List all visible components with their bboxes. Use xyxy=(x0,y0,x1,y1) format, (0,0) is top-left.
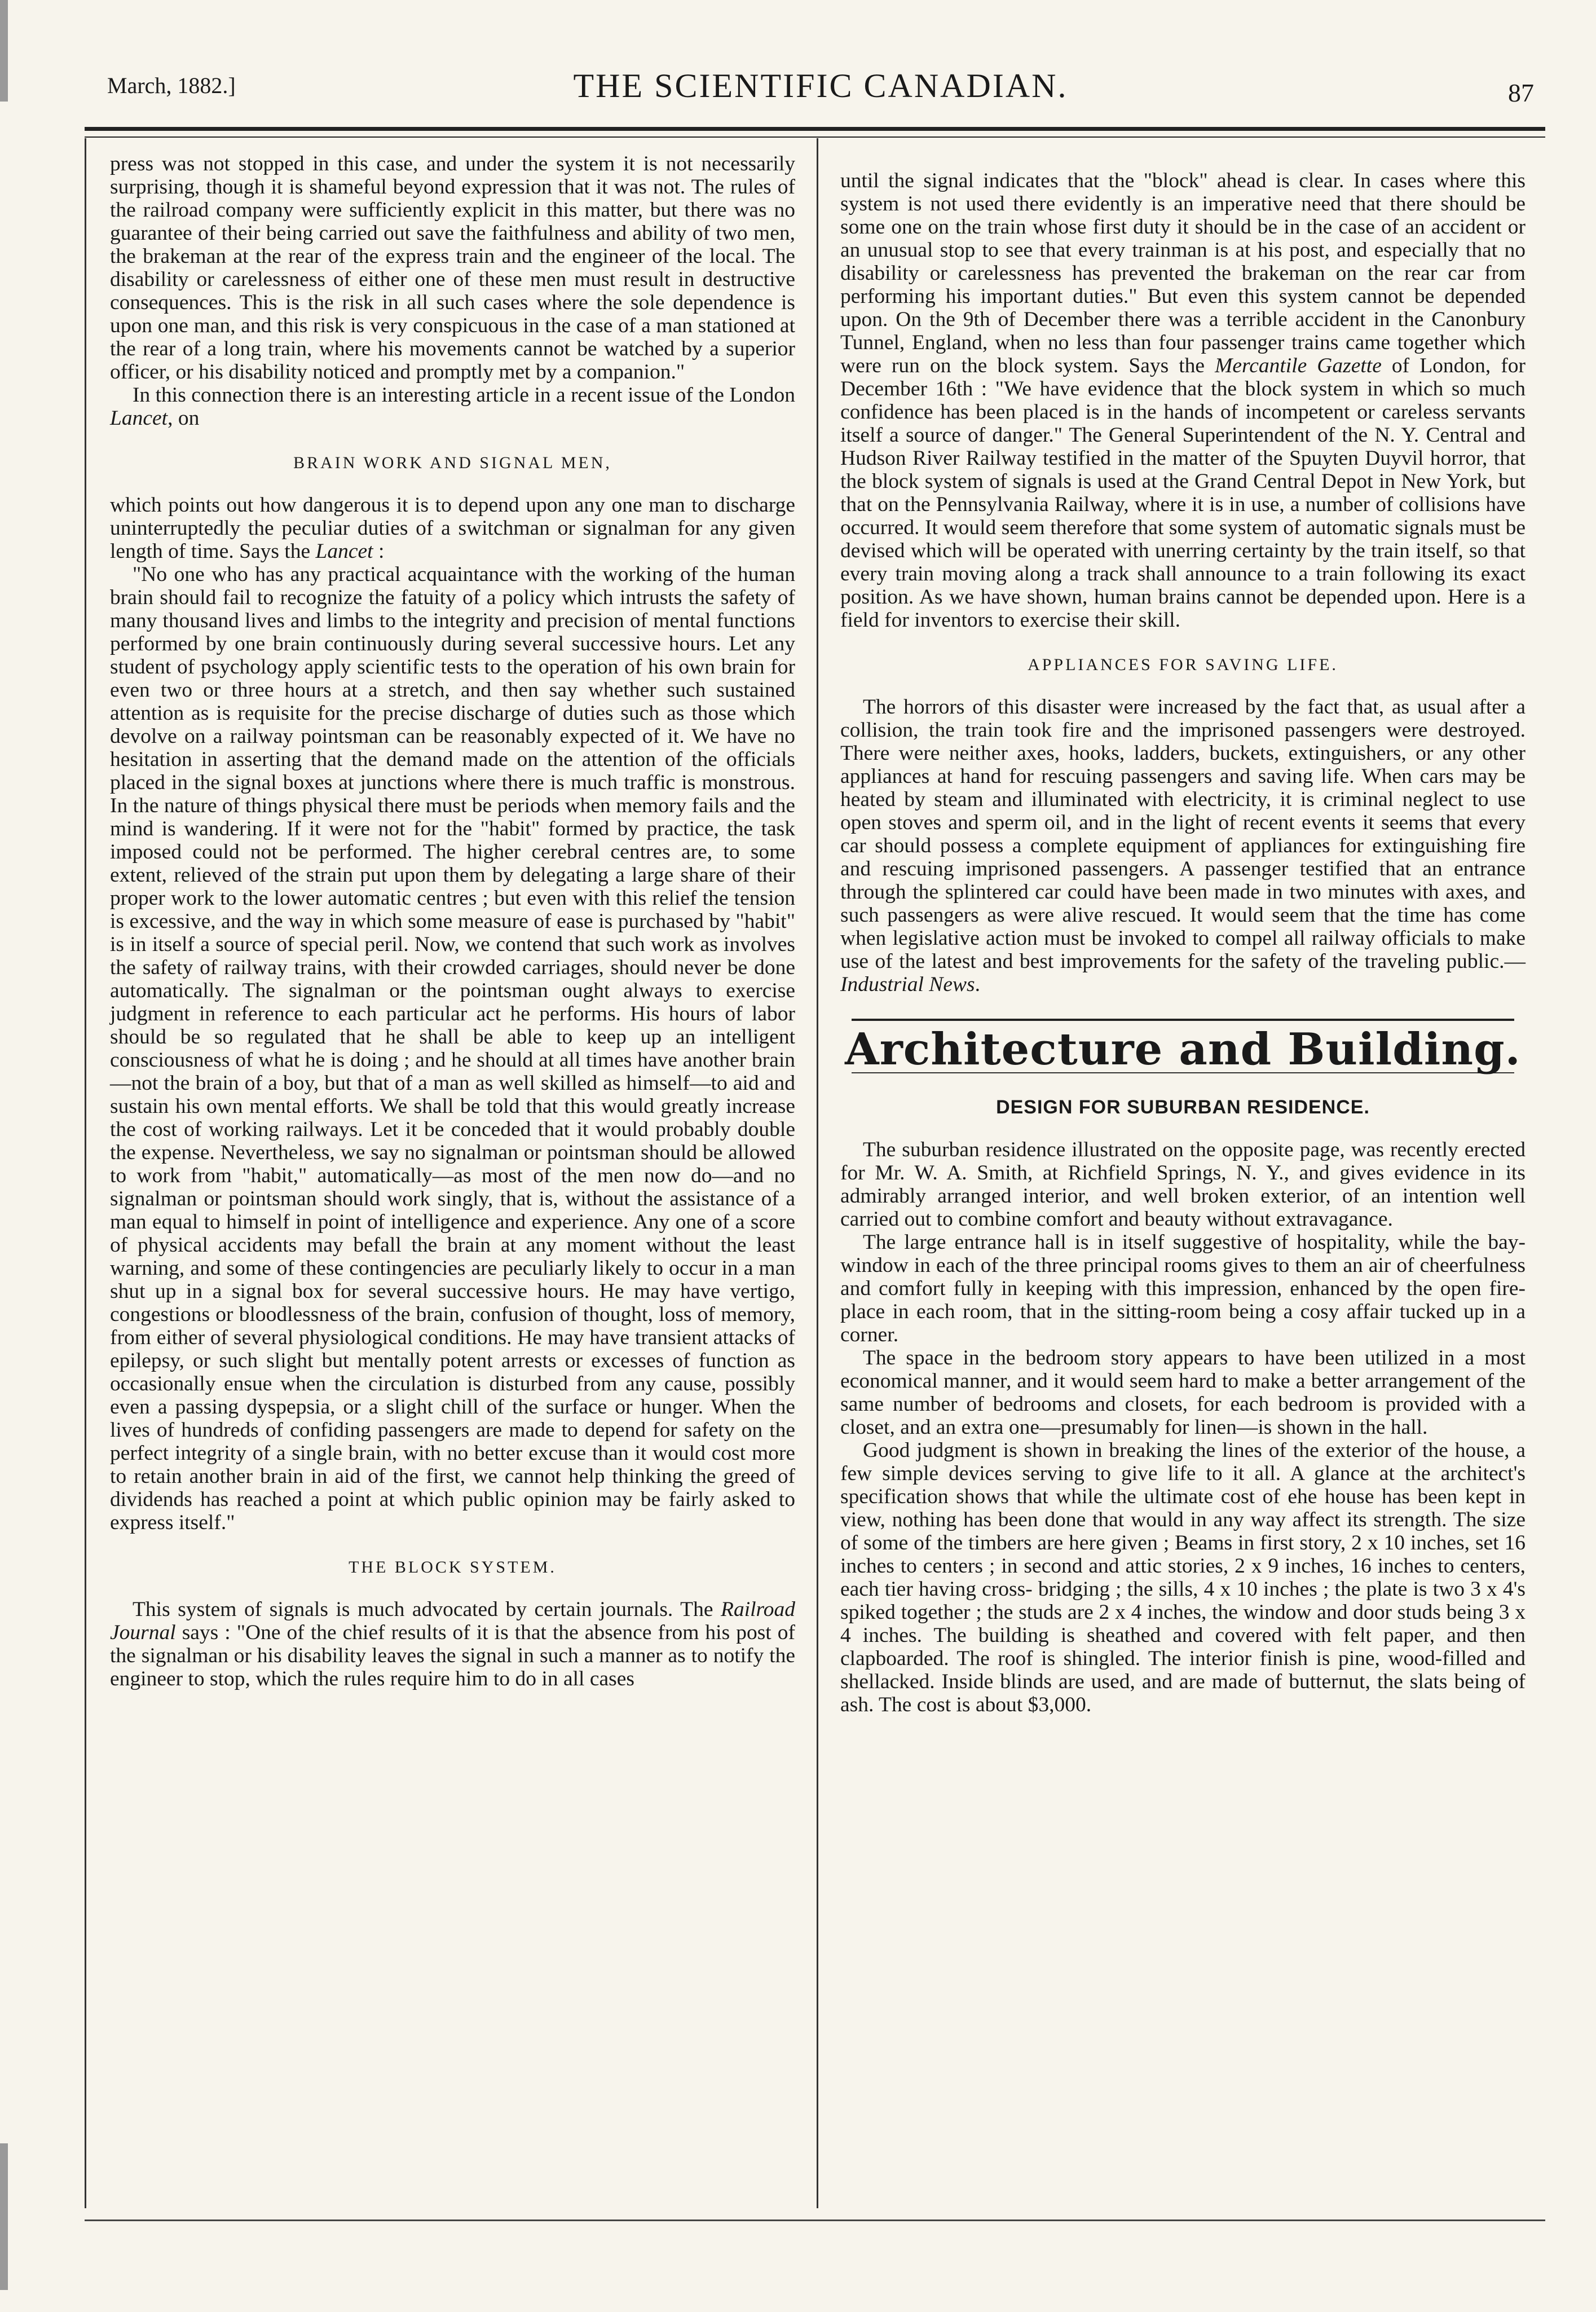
section-rule xyxy=(852,1019,1514,1021)
paragraph: The horrors of this disaster were increased by the fact that, as usual after a collision, the train took fire and the imprisoned passengers were destroyed. There were neither axes, hooks, ladders, buckets, extinguishers, or any other appliances at hand for rescuing passengers and saving life. When cars may be heated by steam and illuminated with electricity, it is criminal neglect to use open stoves and sperm oil, and in the light of recent events it seems that every car should possess a complete equipment of appliances for extinguishing fire and rescuing imprisoned passengers. A passenger testified that an entrance through the splintered car could have been made in two minutes with axes, and such passengers as were alive rescued. It would seem that the time has come when legislative action must be invoked to compel all railway officials to make use of the latest and best improvements for the safety of the traveling public.—Industrial News. xyxy=(840,695,1526,996)
paragraph: until the signal indicates that the "block" ahead is clear. In cases where this system is not used there evidently is an imperative need that there should be some one on the train whose first duty it should be in the case of an accident or an unusual stop to see that every trainman is at his post, and especially that no disability or carelessness has prevented the brakeman on the rear car from performing his important duties." But even this system cannot be depended upon. On the 9th of December there was a terrible accident in the Canonbury Tunnel, England, when no less than four passenger trains came together which were run on the block system. Says the Mercantile Gazette of London, for December 16th : "We have evidence that the block system in which so much confidence has been placed is in the hands of incompetent or careless servants itself a source of danger." The General Superintendent of the N. Y. Central and Hudson River Railway testified in the matter of the Spuyten Duyvil horror, that the block system of signals is used at the Grand Central Depot in New York, but that on the Pennsylvania Railway, where it is in use, a number of collisions have occurred. It would seem therefore that some system of automatic signals must be devised which will be operated with unerring certainty by the train itself, so that every train moving along a track shall announce to a train following its exact position. As we have shown, human brains cannot be depended upon. Here is a field for inventors to exercise their skill. xyxy=(840,169,1526,632)
section-title: Architecture and Building. xyxy=(845,1024,1521,1075)
right-column xyxy=(840,169,1526,1716)
article-title: DESIGN FOR SUBURBAN RESIDENCE. xyxy=(996,1096,1370,1118)
binding-edge-mark xyxy=(0,0,8,102)
binding-edge-mark xyxy=(0,2143,8,2290)
paragraph: The large entrance hall is in itself suggestive of hospitality, while the bay-window in each of the three principal rooms gives to them an air of cheerfulness and comfort fully in keeping with this impression, enhanced by the open fire-place in each room, that in the sitting-room being a cosy affair tucked up in a corner. xyxy=(840,1231,1526,1346)
footer-rule xyxy=(85,2219,1545,2221)
paragraph: The space in the bedroom story appears to have been utilized in a most economical manner, and it would seem hard to make a better arrangement of the same number of bedrooms and closets, for each bedroom is provided with a closet, and an extra one—presumably for linen—is shown in the hall. xyxy=(840,1346,1526,1439)
subheading-brain-work: BRAIN WORK AND SIGNAL MEN, xyxy=(293,453,612,472)
paragraph: This system of signals is much advocated by certain journals. The Railroad Journal says : "One of the chief results of it is that the absence from his post of the signalman or his disability leaves the signal in such a manner as to notify the engineer to stop, which the rules require him to do in all cases xyxy=(110,1598,795,1690)
paragraph: press was not stopped in this case, and under the system it is not necessarily surprising, though it is shameful beyond expression that it was not. The rules of the railroad company were sufficiently explicit in this matter, but there was no guarantee of their being carried out save the faithfulness and ability of two men, the brakeman at the rear of the express train and the engineer of the local. The disability or carelessness of either one of these men must result in destructive consequences. This is the risk in all such cases where the sole dependence is upon one man, and this risk is very conspicuous in the case of a man stationed at the rear of a long train, where his movements cannot be watched by a superior officer, or his disability noticed and promptly met by a companion." xyxy=(110,152,795,384)
quoted-paragraph: "No one who has any practical acquaintance with the working of the human brain should fail to recognize the fatuity of a policy which intrusts the safety of many thousand lives and limbs to the integrity and precision of mental functions performed by one brain continuously during several successive hours. Let any student of psychology apply scientific tests to the operation of his own brain for even two or three hours at a stretch, and then say whether such sustained attention as is requisite for the precise discharge of duties such as those which devolve on a railway pointsman can be reasonably expected of it. We have no hesitation in asserting that the demand made on the attention of the officials placed in the signal boxes at junctions where there is much traffic is monstrous. In the nature of things physical there must be periods when memory fails and the mind is wandering. If it were not for the "habit" formed by practice, the task imposed could not be performed. The higher cerebral centres are, to some extent, relieved of the strain put upon them by delegating a large share of their proper work to the lower automatic centres ; but even with this relief the tension is excessive, and the way in which some measure of ease is purchased by "habit" is in itself a source of special peril. Now, we contend that such work as involves the safety of railway trains, with their crowded carriages, should never be done automatically. The signalman or the pointsman ought always to exercise judgment in reference to each particular act he performs. His hours of labor should be so regulated that he shall be able to keep up an intelligent consciousness of what he is doing ; and he should at all times have another brain—not the brain of a boy, but that of a man as well skilled as himself—to aid and sustain his own mental efforts. We shall be told that this would greatly increase the cost of working railways. Let it be conceded that it would probably double the expense. Nevertheless, we say no signalman or pointsman should be allowed to work from "habit," automatically—as most of the men now do—and no signalman or pointsman should work singly, that is, without the assistance of a man equal to himself in point of intelligence and experience. Any one of a score of physical accidents may befall the brain at any moment without the least warning, and some of these contingencies are peculiarly likely to occur in a man shut up in a signal box for several successive hours. He may have vertigo, congestions or bloodlessness of the brain, confusion of thought, loss of memory, from either of several physiological conditions. He may have transient attacks of epilepsy, or such slight but mentally potent arrests or excesses of function as occasionally ensue when the circulation is disturbed from any cause, possibly even a passing dyspepsia, or a slight chill of the surface or hunger. When the lives of hundreds of confiding passengers are made to depend for safety on the perfect integrity of a single brain, with no better excuse than it would cost more to retain another brain in aid of the first, we cannot help thinking the greed of dividends has reached a point at which public opinion may be fairly asked to express itself." xyxy=(110,563,795,1534)
paragraph: In this connection there is an interesting article in a recent issue of the London Lancet, on xyxy=(110,384,795,430)
issue-date: March, 1882.] xyxy=(107,73,236,98)
header-rule xyxy=(85,127,1545,138)
paragraph: Good judgment is shown in breaking the lines of the exterior of the house, a few simple devices serving to give life to it all. A glance at the architect's specification shows that while the ultimate cost of ehe house has been kept in view, nothing has been done that would in any way affect its strength. The size of some of the timbers are here given ; Beams in first story, 2 x 10 inches, set 16 inches to centers ; in second and attic stories, 2 x 9 inches, 16 inches to centers, each tier having cross- bridging ; the sills, 4 x 10 inches ; the plate is two 3 x 4's spiked together ; the studs are 2 x 4 inches, the window and door studs being 3 x 4 inches. The building is sheathed and covered with felt paper, and then clapboarded. The roof is shingled. The interior finish is pine, wood-filled and shellacked. Inside blinds are used, and are made of butternut, the slats being of ash. The cost is about $3,000. xyxy=(840,1439,1526,1716)
paragraph: The suburban residence illustrated on the opposite page, was recently erected for Mr. W. A. Smith, at Richfield Springs, N. Y., and gives evidence in its admirably arranged interior, and well broken exterior, of an intention well carried out to combine comfort and beauty without extravagance. xyxy=(840,1138,1526,1231)
subheading-appliances: APPLIANCES FOR SAVING LIFE. xyxy=(1028,655,1338,674)
page-header xyxy=(107,67,1534,112)
left-column xyxy=(110,152,795,1690)
subheading-block-system: THE BLOCK SYSTEM. xyxy=(349,1558,557,1576)
left-border-rule xyxy=(85,138,86,2208)
column-divider xyxy=(817,138,818,2208)
journal-title: THE SCIENTIFIC CANADIAN. xyxy=(573,67,1068,104)
paragraph: which points out how dangerous it is to depend upon any one man to discharge uninterruptedly the peculiar duties of a switchman or signalman for any given length of time. Says the Lancet : xyxy=(110,494,795,563)
page-number: 87 xyxy=(1508,78,1534,107)
